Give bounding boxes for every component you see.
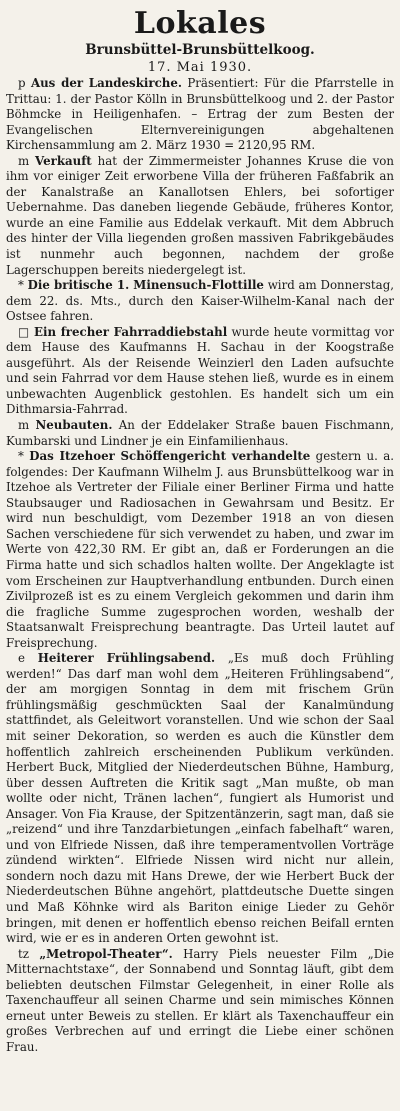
article-text: wird am Donnerstag, dem 22. ds. Mts., durch den Kaiser-Wilhelm-Kanal nach der Ostsee fahren. xyxy=(6,278,394,324)
place-line: Brunsbüttel-Brunsbüttelkoog. xyxy=(85,42,315,58)
article-text: wurde heute vormittag vor dem Hause des Kaufmanns H. Sachau in der Koogstraße ausgeführt. Als der Reisende Weinzierl den Laden aufsuchte und sein Fahrrad vor dem Hause stehen ließ, wurde es in einem unbewachten Augenblick gestohlen. Es handelt sich um ein Dithmarsia-Fahrrad. xyxy=(6,324,395,417)
article-heading: Das Itzehoer Schöffengericht verhandelte xyxy=(29,449,311,464)
article-heading: „Metropol-Theater“. xyxy=(39,946,173,961)
article-text: gestern u. a. folgendes: Der Kaufmann Wilhelm J. aus Brunsbüttelkoog war in Itzehoe als Vertreter der Filiale einer Berliner Firma und hatte Staubsauger und Radiosachen in Gewahrsam und Besitz. Er wird nun beschuldigt, vom Dezember 1918 an von diesen Sachen verschiedene für sich verwendet zu haben, und zwar im Werte von 422,30 RM. Er gibt an, daß er Forderungen an die Firma hatte und sich schadlos halten wollte. Der Angeklagte ist vom Erscheinen zur Hauptverhandlung entbunden. Durch einen Zivilprozeß ist es zu einem Vergleich gekommen und darin ihm die fragliche Summe zugesprochen worden, weshalb der Staatsanwalt Freisprechung beantragte. Das Urteil lautet auf Freisprechung. xyxy=(6,449,395,650)
article-marker: * xyxy=(18,278,24,293)
section-title: Lokales xyxy=(133,6,267,41)
section-masthead xyxy=(6,8,394,76)
article-heading: Heiterer Frühlingsabend. xyxy=(37,651,216,666)
date-line: 17. Mai 1930. xyxy=(147,60,253,75)
article-landeskirche xyxy=(6,76,394,154)
article-text: Harry Piels neuester Film „Die Mitternachtstaxe“, der Sonnabend und Sonntag läuft, gibt dem beliebten deutschen Filmstar Gelegenheit, in einer Rolle als Taxenchauffeur all seinen Charme und sein mimisches Können erneut unter Beweis zu stellen. Er klärt als Taxenchauffeur ein großes Verbrechen auf und erringt die Liebe einer schönen Frau. xyxy=(6,946,395,1054)
article-metropol-theater xyxy=(6,947,394,1056)
article-fahrraddiebstahl xyxy=(6,325,394,418)
article-marker: * xyxy=(18,449,24,464)
article-marker: tz xyxy=(18,946,29,961)
article-marker: p xyxy=(18,76,26,90)
article-heading: Neubauten. xyxy=(35,418,113,433)
article-text: Präsentiert: Für die Pfarrstelle in Trittau: 1. der Pastor Kölln in Brunsbüttelkoog und 2. der Pastor Böhmcke in Heiligenhafen. – Ertrag der zum Besten der Evangelischen Elternvereinigungen abgehaltenen Kirchensammlung am 2. März 1930 = 2120,95 RM. xyxy=(6,76,395,153)
article-text: hat der Zimmermeister Johannes Kruse die von ihm vor einiger Zeit erworbene Villa der früheren Faßfabrik an der Kanalstraße an Kanallotsen Ehlers, bei sofortiger Uebernahme. Das daneben liegende Gebäude, früheres Kontor, wurde an eine Familie aus Eddelak verkauft. Mit dem Abbruch des hinter der Villa liegenden großen massiven Fabrikgebäudes ist nunmehr auch begonnen, nachdem der große Lagerschuppen bereits niedergelegt ist. xyxy=(6,153,395,277)
article-heading: Die britische 1. Minensuch-Flottille xyxy=(27,278,264,293)
article-marker: m xyxy=(18,418,30,433)
article-fruehlingsabend xyxy=(6,651,394,946)
article-text: „Es muß doch Frühling werden!“ Das darf man wohl dem „Heiteren Frühlingsabend“, der am morgigen Sonntag in dem mit frischem Grün frühlingsmäßig geschmückten Saal der Kanalmündung stattfindet, als Geleitwort voranstellen. Und wie schon der Saal mit seiner Dekoration, so werden es auch die Künstler dem hoffentlich zahlreich erscheinenden Publikum verkünden. Herbert Buck, Mitglied der Niederdeutschen Bühne, Hamburg, über dessen Auftreten die Kritik sagt „Man mußte, ob man wollte oder nicht, Tränen lachen“, fungiert als Humorist und Ansager. Von Fia Krause, der Spitzentänzerin, sagt man, daß sie „reizend“ und ihre Tanzdarbietungen „einfach fabelhaft“ waren, und von Elfriede Nissen, daß ihre temperamentvollen Vorträge zündend wirkten“. Elfriede Nissen wird nicht nur allein, sondern noch dazu mit Hans Drewe, der wie Herbert Buck der Niederdeutschen Bühne angehört, plattdeutsche Duette singen und Maß Köhnke wird als Bariton einige Lieder zu Gehör bringen, mit denen er hoffentlich ebenso reichen Beifall ernten wird, wie er es in anderen Orten gewohnt ist. xyxy=(6,651,394,946)
article-heading: Ein frecher Fahrraddiebstahl xyxy=(34,324,228,339)
article-heading: Verkauft xyxy=(35,153,92,168)
article-verkauft xyxy=(6,154,394,278)
article-schoeffengericht xyxy=(6,449,394,651)
article-minensuch-flottille xyxy=(6,278,394,325)
article-neubauten xyxy=(6,418,394,449)
article-marker: m xyxy=(18,153,30,168)
article-text: An der Eddelaker Straße bauen Fischmann, Kumbarski und Lindner je ein Einfamilienhaus. xyxy=(6,418,395,448)
article-heading: Aus der Landeskirche. xyxy=(30,76,182,90)
article-marker: e xyxy=(18,651,25,666)
box-marker-icon: □ xyxy=(18,324,30,339)
